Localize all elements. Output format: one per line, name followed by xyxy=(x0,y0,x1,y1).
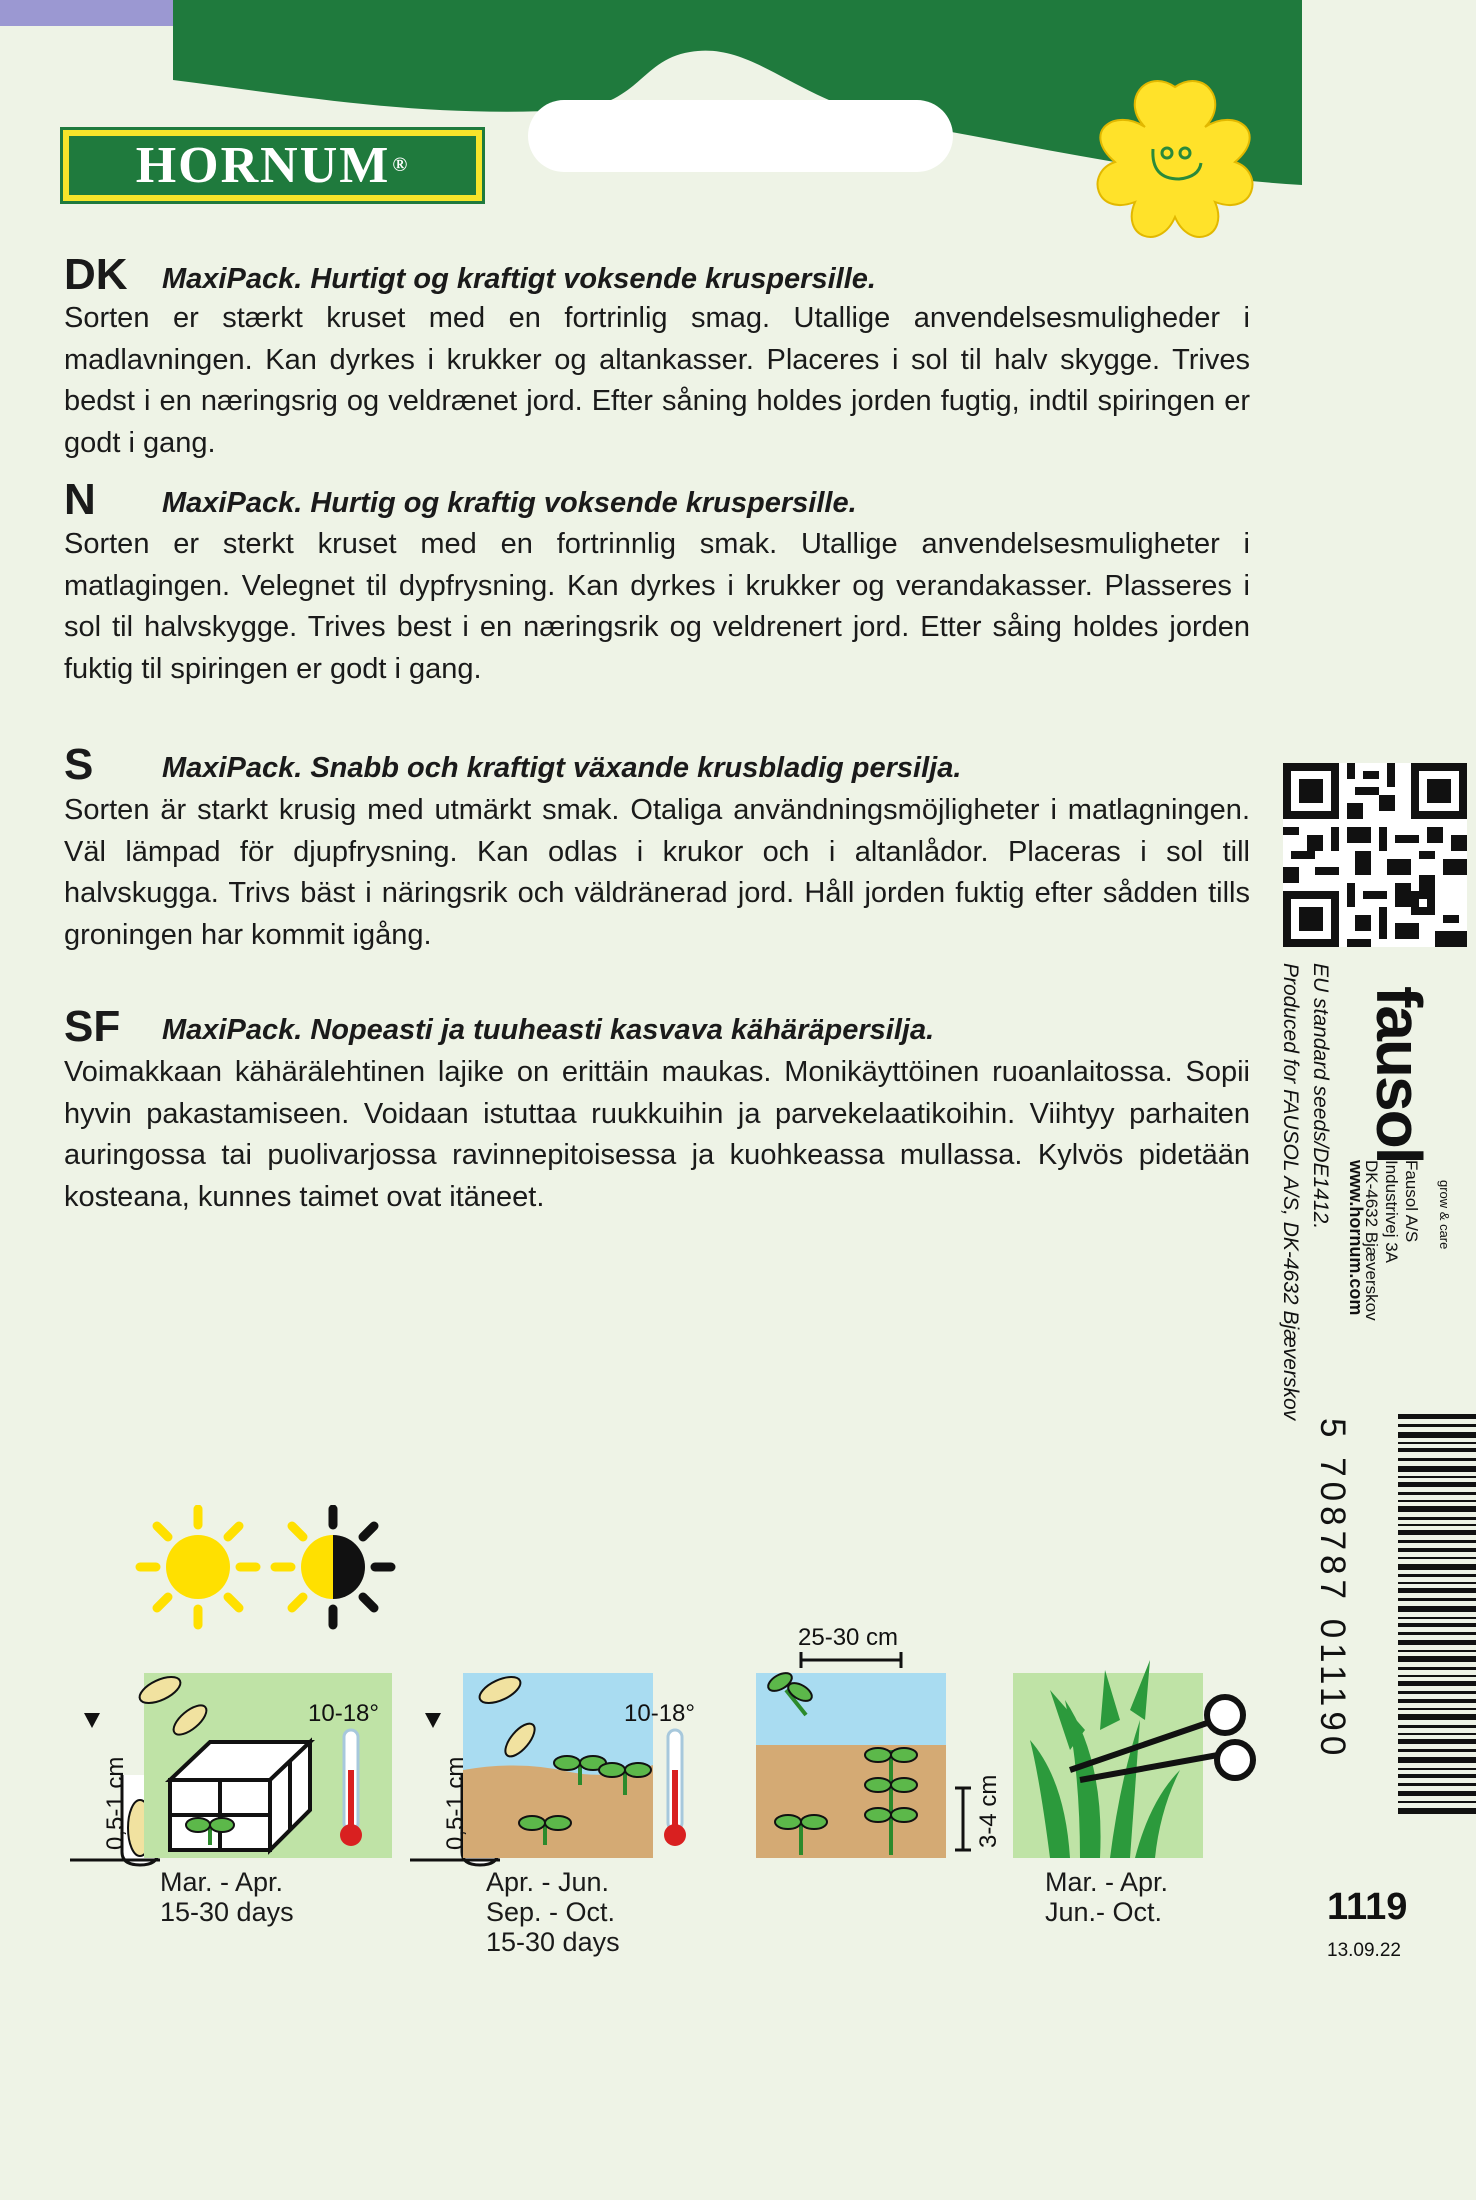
section-dk-body: Sorten er stærkt kruset med en fortrinlig smag. Utallige anvendelsesmuligheder i madlavningen. Kan dyrkes i krukker og altankasser. Placeres i sol til halv skygge. Trives bedst i en næringsrig og veldrænet jord. Efter såning holdes jorden fugtig, indtil spiringen er godt i gang. xyxy=(64,302,1250,459)
caption-1: Mar. - Apr. 15-30 days xyxy=(160,1867,294,1927)
greenhouse-icon xyxy=(170,1742,310,1850)
section-n-code: N xyxy=(64,475,96,524)
thin-height-label: 3-4 cm xyxy=(975,1774,1002,1848)
full-sun-icon xyxy=(140,1509,256,1625)
eu-standard-line: EU standard seeds/DE1412. xyxy=(1309,963,1332,1230)
print-date: 13.09.22 xyxy=(1327,1940,1401,1961)
smiling-flower-icon xyxy=(1070,62,1280,252)
thermometer-icon-2 xyxy=(664,1730,686,1846)
sun-icons xyxy=(133,1505,403,1635)
spacing-label: 25-30 cm xyxy=(798,1624,899,1651)
section-s-title: MaxiPack. Snabb och kraftigt växande krusbladig persilja. xyxy=(162,752,962,784)
qr-code-icon xyxy=(1283,763,1467,947)
white-label-area xyxy=(528,100,953,172)
depth-arrow-icon xyxy=(84,1713,100,1728)
temp-label-2: 10-18° xyxy=(624,1700,695,1727)
section-sf-code: SF xyxy=(64,1002,121,1051)
section-dk-title: MaxiPack. Hurtigt og kraftigt voksende kruspersille. xyxy=(162,263,876,295)
section-dk-code: DK xyxy=(64,250,128,299)
half-sun-icon xyxy=(275,1509,391,1625)
section-n-title: MaxiPack. Hurtig og kraftig voksende kruspersille. xyxy=(162,487,857,519)
temp-label-1: 10-18° xyxy=(308,1700,379,1727)
section-s-body: Sorten är starkt krusig med utmärkt smak. Otaliga användningsmöjligheter i matlagningen. Väl lämpad för djupfrysning. Kan odlas i krukor och i altanlådor. Placeras i sol till halvskugga. Trivs bäst i näringsrik och väldränerad jord. Håll jorden fuktig efter sådden tills groningen har kommit igång. xyxy=(64,794,1250,951)
hornum-logo: HORNUM ® xyxy=(60,127,485,204)
fausol-logo: fausol xyxy=(1363,986,1435,1163)
produced-for-line: Produced for FAUSOL A/S, DK-4632 Bjæverskov xyxy=(1279,963,1302,1421)
harvest-icon xyxy=(1010,1660,1270,1860)
depth-label-1: 0,5-1 cm xyxy=(102,1756,129,1850)
section-sf-title: MaxiPack. Nopeasti ja tuuheasti kasvava kähäräpersilja. xyxy=(162,1014,935,1046)
caption-4: Mar. - Apr. Jun.- Oct. xyxy=(1045,1867,1169,1927)
product-number: 1119 xyxy=(1327,1886,1408,1928)
section-s-code: S xyxy=(64,740,94,789)
section-sf-body: Voimakkaan kähärälehtinen lajike on erittäin maukas. Monikäyttöinen ruoanlaitossa. Sopii hyvin pakastamiseen. Voidaan istuttaa ruukkuihin ja parvekelaatikoihin. Viihtyy parhaiten auringossa tai puolivarjossa ravinnepitoisessa ja kuohkeassa mullassa. Kylvös pidetään kosteana, kunnes taimet ovat itäneet. xyxy=(64,1056,1250,1213)
depth-arrow-icon-2 xyxy=(425,1713,441,1728)
barcode-digits: 5 708787 011190 xyxy=(1313,1418,1352,1761)
website-link[interactable]: www.hornum.com xyxy=(1346,1160,1366,1316)
thermometer-icon xyxy=(340,1730,362,1846)
barcode-icon xyxy=(1358,1414,1476,1834)
caption-2: Apr. - Jun. Sep. - Oct. 15-30 days xyxy=(486,1867,620,1957)
section-n-body: Sorten er sterkt kruset med en fortrinnlig smak. Utallige anvendelsesmuligheter i matlagingen. Velegnet til dypfrysning. Kan dyrkes i krukker og verandakasser. Plasseres i sol til halvskygge. Trives best i en næringsrik og veldrenert jord. Etter såing holdes jorden fuktig til spiringen er godt i gang. xyxy=(64,528,1250,685)
depth-label-2: 0,5-1 cm xyxy=(442,1756,469,1850)
address-block: Fausol A/S Industrivej 3A DK-4632 Bjæverskov xyxy=(1362,1160,1421,1321)
fausol-tagline: grow & care xyxy=(1437,1180,1452,1250)
